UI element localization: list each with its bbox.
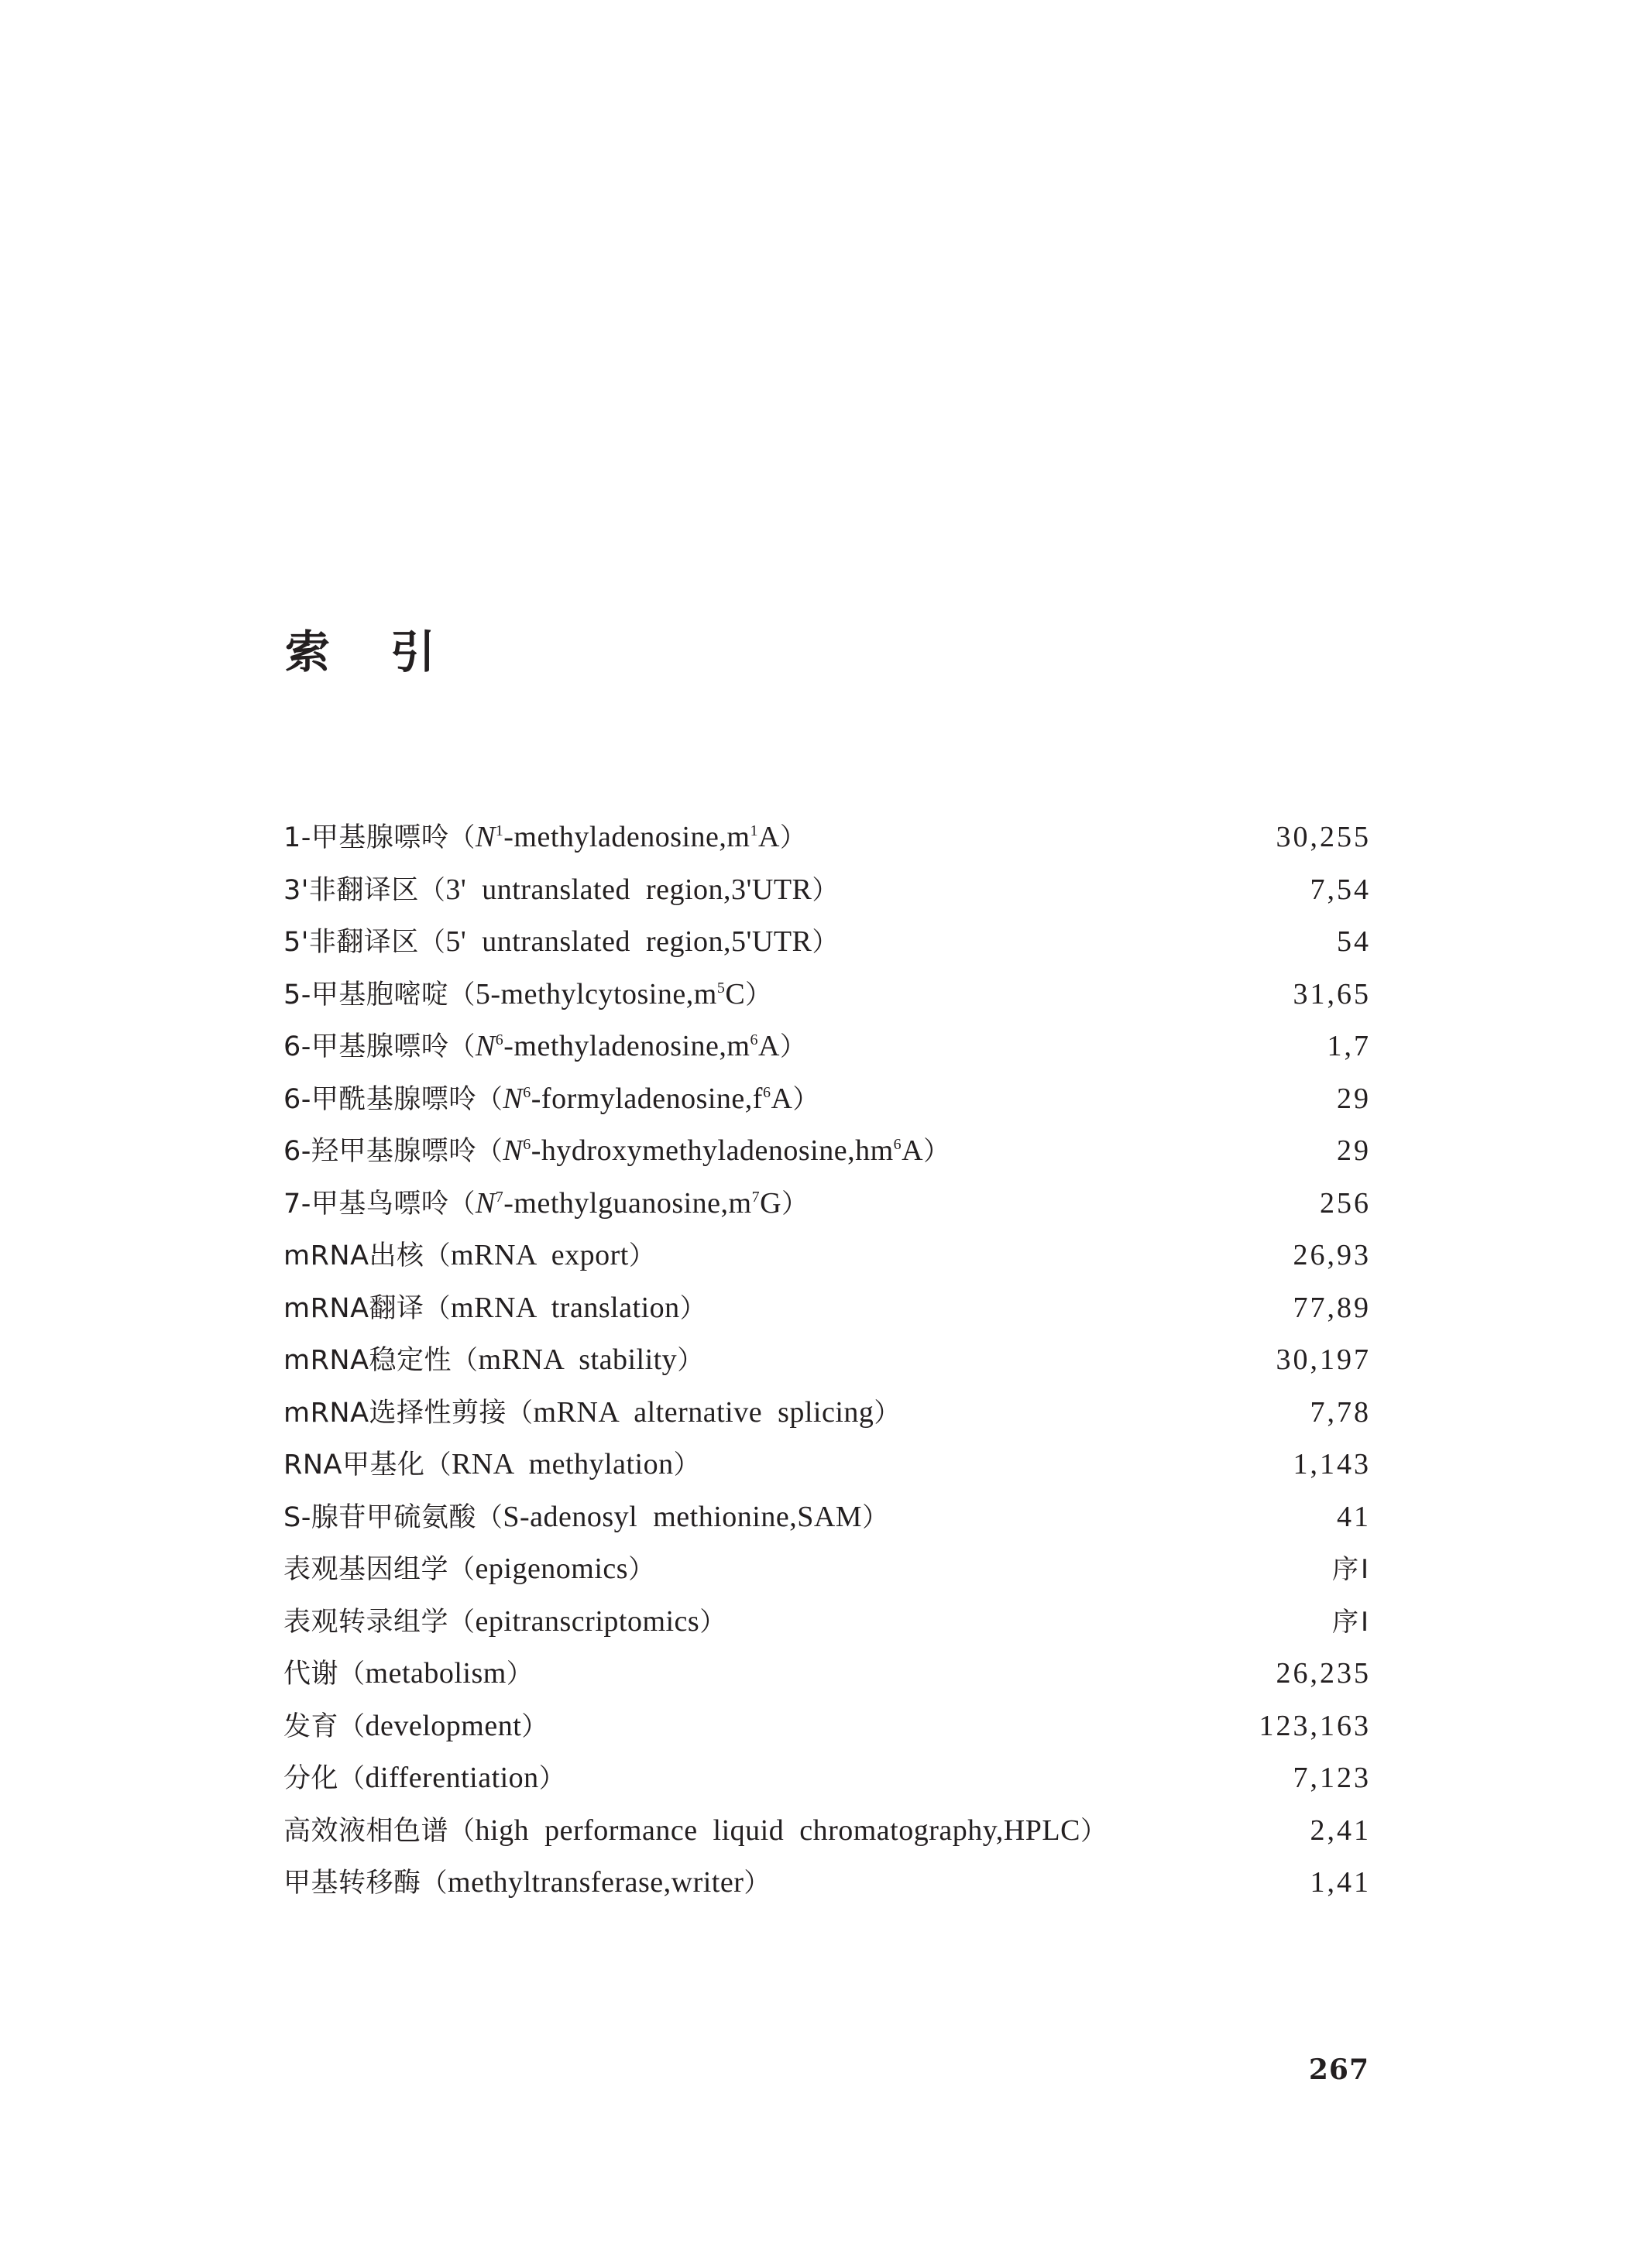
page-references: 41	[1337, 1500, 1371, 1533]
term-english: mRNA stability	[478, 1343, 678, 1376]
open-paren: （	[476, 1501, 503, 1533]
term-english: mRNA alternative splicing	[533, 1395, 874, 1429]
term-chinese: 7-甲基鸟嘌呤	[283, 1188, 449, 1220]
index-entry	[283, 969, 1371, 1021]
open-paren: （	[418, 874, 446, 906]
page-references: 29	[1337, 1134, 1371, 1167]
page-references: 123,163	[1259, 1709, 1371, 1742]
index-entry	[283, 1021, 1371, 1073]
page-references: 30,255	[1276, 821, 1371, 853]
term-chinese: mRNA翻译	[283, 1292, 424, 1324]
close-paren: ）	[745, 979, 772, 1010]
term-english: $N^1-methyladenosine,m^1A$	[475, 821, 780, 853]
index-term	[283, 1021, 806, 1074]
index-entry	[283, 811, 1371, 864]
term-english: $N^6-methyladenosine,m^6A$	[475, 1030, 780, 1062]
open-paren: （	[448, 1031, 476, 1062]
open-paren: （	[448, 979, 476, 1010]
page-title-char-1: 索	[285, 626, 331, 678]
index-term	[283, 1648, 533, 1701]
index-entry	[283, 1857, 1371, 1909]
close-paren: ）	[874, 1397, 901, 1429]
index-entry	[283, 1178, 1371, 1230]
close-paren: ）	[781, 1188, 809, 1220]
index-term	[283, 1334, 704, 1388]
index-term	[283, 1125, 950, 1179]
close-paren: ）	[1080, 1815, 1108, 1847]
close-paren: ）	[538, 1763, 566, 1794]
page-references: 2,41	[1310, 1813, 1371, 1847]
index-entry	[283, 1439, 1371, 1491]
page-references: 31,65	[1293, 977, 1371, 1010]
open-paren: （	[476, 1136, 503, 1167]
index-term	[283, 1543, 655, 1597]
index-entry	[283, 864, 1371, 917]
open-paren: （	[507, 1397, 534, 1429]
term-english: metabolism	[365, 1657, 507, 1690]
open-paren: （	[448, 1188, 476, 1220]
page-references: 7,123	[1293, 1762, 1371, 1794]
open-paren: （	[424, 1292, 452, 1324]
term-chinese: 表观基因组学	[283, 1554, 449, 1585]
open-paren: （	[448, 1815, 476, 1847]
index-term	[283, 1387, 901, 1440]
term-english: $N^6-hydroxymethyladenosine,hm^6A$	[503, 1134, 924, 1167]
term-english: methyltransferase,writer	[448, 1866, 744, 1899]
open-paren: （	[448, 1554, 476, 1585]
index-entry	[283, 1125, 1371, 1178]
close-paren: ）	[923, 1136, 950, 1167]
index-entry	[283, 1491, 1371, 1544]
open-paren: （	[424, 1240, 452, 1271]
close-paren: ）	[699, 1606, 726, 1638]
index-term	[283, 969, 772, 1022]
page-references: 30,197	[1276, 1343, 1371, 1376]
page-number: 267	[1308, 2054, 1369, 2086]
close-paren: ）	[779, 1031, 807, 1062]
term-english: epitranscriptomics	[475, 1604, 700, 1638]
term-chinese: 代谢	[283, 1659, 339, 1690]
term-chinese: S-腺苷甲硫氨酸	[283, 1501, 476, 1533]
term-english: differentiation	[365, 1762, 539, 1794]
term-english: RNA methylation	[451, 1448, 674, 1481]
page-references: 1,7	[1327, 1030, 1371, 1062]
open-paren: （	[476, 1083, 503, 1115]
close-paren: ）	[792, 1083, 819, 1115]
term-chinese: mRNA稳定性	[283, 1345, 452, 1376]
close-paren: ）	[677, 1345, 704, 1376]
close-paren: ）	[679, 1292, 707, 1324]
term-english: high performance liquid chromatography,HPLC	[475, 1813, 1080, 1847]
index-entry	[283, 1387, 1371, 1439]
index-entry	[283, 1230, 1371, 1282]
term-chinese: 分化	[283, 1763, 339, 1794]
open-paren: （	[338, 1710, 366, 1742]
term-english: mRNA translation	[451, 1291, 680, 1324]
close-paren: ）	[506, 1659, 534, 1690]
page-references: 序Ⅰ	[1331, 1554, 1371, 1585]
index-entry	[283, 1648, 1371, 1700]
open-paren: （	[338, 1763, 366, 1794]
term-chinese: 5'非翻译区	[283, 927, 419, 958]
open-paren: （	[421, 1868, 448, 1899]
page-references: 26,93	[1293, 1239, 1371, 1271]
close-paren: ）	[862, 1501, 889, 1533]
index-term	[283, 864, 839, 918]
term-chinese: 6-甲基腺嘌呤	[283, 1031, 449, 1062]
index-term	[283, 1230, 655, 1283]
index-term	[283, 1178, 809, 1231]
open-paren: （	[448, 1606, 476, 1638]
term-english: 3' untranslated region,3'UTR	[445, 873, 812, 906]
close-paren: ）	[521, 1710, 548, 1742]
index-entry	[283, 1543, 1371, 1596]
index-term	[283, 811, 806, 865]
term-chinese: 1-甲基腺嘌呤	[283, 822, 449, 853]
index-term	[283, 1700, 548, 1754]
term-english: epigenomics	[475, 1553, 629, 1585]
index-term	[283, 1805, 1107, 1858]
index-entry	[283, 1073, 1371, 1126]
term-english: $N^6-formyladenosine,f^6A$	[503, 1082, 793, 1115]
term-chinese: 高效液相色谱	[283, 1815, 449, 1847]
index-entry	[283, 916, 1371, 969]
index-term	[283, 1439, 700, 1492]
term-english: development	[365, 1709, 522, 1742]
page-references: 序Ⅰ	[1331, 1606, 1371, 1638]
page-references: 256	[1320, 1186, 1371, 1220]
term-chinese: mRNA选择性剪接	[283, 1397, 507, 1429]
page-title-char-2: 引	[390, 626, 436, 678]
page-references: 7,54	[1310, 873, 1371, 906]
index-entry	[283, 1334, 1371, 1387]
close-paren: ）	[673, 1450, 701, 1481]
open-paren: （	[448, 822, 476, 853]
term-chinese: 甲基转移酶	[283, 1868, 421, 1899]
term-chinese: 5-甲基胞嘧啶	[283, 979, 449, 1010]
index-term	[283, 916, 839, 969]
page-references: 54	[1337, 925, 1371, 958]
term-english: mRNA export	[451, 1239, 629, 1271]
open-paren: （	[424, 1450, 452, 1481]
close-paren: ）	[812, 927, 839, 958]
index-entry	[283, 1752, 1371, 1805]
term-chinese: RNA甲基化	[283, 1450, 425, 1481]
page-references: 77,89	[1293, 1291, 1371, 1324]
term-english: 5' untranslated region,5'UTR	[445, 925, 812, 958]
index-term	[283, 1491, 889, 1545]
index-entry	[283, 1805, 1371, 1858]
close-paren: ）	[628, 1554, 655, 1585]
term-chinese: 发育	[283, 1710, 339, 1742]
index-term	[283, 1857, 771, 1910]
close-paren: ）	[812, 874, 839, 906]
page-references: 26,235	[1276, 1657, 1371, 1690]
index-list	[283, 811, 1371, 1909]
term-chinese: mRNA出核	[283, 1240, 424, 1271]
close-paren: ）	[744, 1868, 771, 1899]
term-chinese: 6-羟甲基腺嘌呤	[283, 1136, 476, 1167]
open-paren: （	[418, 927, 446, 958]
index-entry	[283, 1700, 1371, 1753]
index-term	[283, 1282, 706, 1336]
page-references: 1,41	[1310, 1866, 1371, 1899]
term-english: S-adenosyl methionine,SAM	[503, 1500, 863, 1533]
term-chinese: 3'非翻译区	[283, 874, 419, 906]
page-title	[285, 616, 435, 681]
close-paren: ）	[779, 822, 807, 853]
term-chinese: 6-甲酰基腺嘌呤	[283, 1083, 476, 1115]
open-paren: （	[452, 1345, 479, 1376]
page-references: 1,143	[1293, 1448, 1371, 1481]
page-references: 7,78	[1310, 1395, 1371, 1429]
index-entry	[283, 1282, 1371, 1335]
term-chinese: 表观转录组学	[283, 1606, 449, 1638]
index-entry	[283, 1596, 1371, 1649]
index-term	[283, 1752, 565, 1806]
term-english: $5-methylcytosine,m^5C$	[475, 977, 746, 1010]
page-references: 29	[1337, 1082, 1371, 1115]
open-paren: （	[338, 1659, 366, 1690]
close-paren: ）	[628, 1240, 656, 1271]
index-term	[283, 1073, 819, 1127]
index-term	[283, 1596, 726, 1649]
term-english: $N^7-methylguanosine,m^7G$	[475, 1186, 782, 1220]
